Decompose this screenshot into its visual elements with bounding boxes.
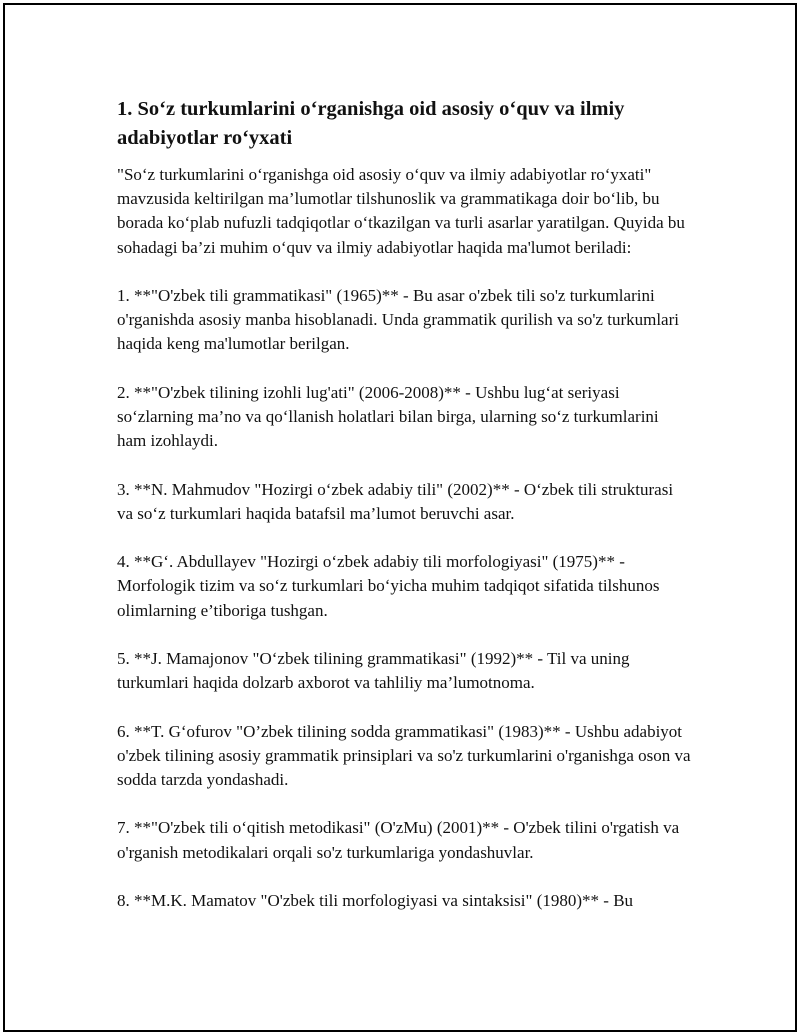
list-item: 4. **G‘. Abdullayev "Hozirgi o‘zbek adabiy tili morfologiyasi" (1975)** - Morfologik tizim va so‘z turkumlari bo‘yicha muhim tadqiqot sifatida tilshunos olimlarning e’tiboriga tushgan. bbox=[117, 552, 660, 620]
list-item: 5. **J. Mamajonov "O‘zbek tilining grammatikasi" (1992)** - Til va uning turkumlari haqida dolzarb axborot va tahliliy ma’lumotnoma. bbox=[117, 648, 630, 693]
list-item: 1. **"O'zbek tili grammatikasi" (1965)** - Bu asar o'zbek tili so'z turkumlarini o'rganishda asosiy manba hisoblanadi. Unda grammatik qurilish va so'z turkumlari haqida keng ma'lumotlar berilgan. bbox=[117, 286, 679, 354]
list-item: 7. **"O'zbek tili o‘qitish metodikasi" (O'zMu) (2001)** - O'zbek tilini o'rgatish va o'rganish metodikalari orqali so'z turkumlariga yondashuvlar. bbox=[117, 818, 680, 862]
document-body bbox=[117, 95, 692, 937]
list-item: 2. **"O'zbek tilining izohli lug'ati" (2006-2008)** - Ushbu lug‘at seriyasi so‘zlarning ma’no va qo‘llanish holatlari bilan birga, ularning so‘z turkumlarini ham izohlaydi. bbox=[117, 382, 659, 451]
document-title: 1. So‘z turkumlarini o‘rganishga oid asosiy o‘quv va ilmiy adabiyotlar ro‘yxati bbox=[117, 98, 625, 149]
list-item: 8. **M.K. Mamatov "O'zbek tili morfologiyasi va sintaksisi" (1980)** - Bu bbox=[117, 890, 634, 910]
intro-paragraph: "So‘z turkumlarini o‘rganishga oid asosiy o‘quv va ilmiy adabiyotlar ro‘yxati" mavzusida keltirilgan ma’lumotlar tilshunoslik va grammatikaga doir bo‘lib, bu borada ko‘plab nufuzli tadqiqotlar o‘tkazilgan va turli asarlar yaratilgan. Quyida bu sohadagi ba’zi muhim o‘quv va ilmiy adabiyotlar haqida ma'lumot beriladi: bbox=[117, 165, 685, 257]
list-item: 6. **T. G‘ofurov "O’zbek tilining sodda grammatikasi" (1983)** - Ushbu adabiyot o'zbek tilining asosiy grammatik prinsiplari va so'z turkumlarini o'rganishga oson va sodda tarzda yondashadi. bbox=[117, 721, 691, 789]
list-item: 3. **N. Mahmudov "Hozirgi o‘zbek adabiy tili" (2002)** - O‘zbek tili strukturasi va so‘z turkumlari haqida batafsil ma’lumot beruvchi asar. bbox=[117, 479, 674, 523]
